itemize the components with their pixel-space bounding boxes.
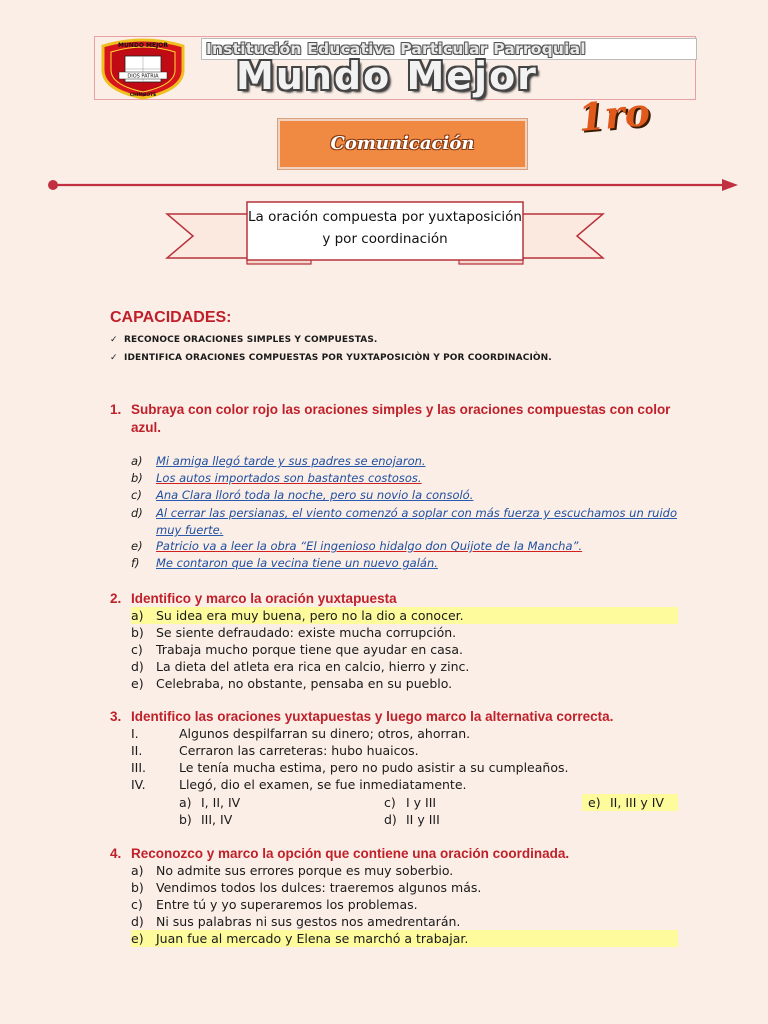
q1-item-f: f) Me contaron que la vecina tiene un nuevo galán.	[131, 556, 438, 570]
grade-label: 1ro	[576, 88, 652, 141]
q3-statement-3: III. Le tenía mucha estima, pero no pudo asistir a su cumpleaños.	[131, 760, 569, 775]
q4-option-e[interactable]: e) Juan fue al mercado y Elena se marchó a trabajar.	[131, 930, 678, 947]
school-name: Mundo Mejor	[236, 54, 538, 98]
topic-title: La oración compuesta por yuxtaposición y por coordinación	[248, 209, 522, 247]
logo-motto: DIOS PATRIA	[127, 73, 159, 80]
capacidad-item: ✓ RECONOCE ORACIONES SIMPLES Y COMPUESTAS.	[110, 335, 378, 345]
q2-option-a[interactable]: a) Su idea era muy buena, pero no la dio a conocer.	[131, 607, 678, 624]
q4-option-c[interactable]: c) Entre tú y yo superaremos los problemas.	[131, 897, 418, 912]
school-crest-icon	[97, 36, 189, 100]
capacidades-title: CAPACIDADES:	[110, 309, 232, 326]
q1-item-d: d) Al cerrar las persianas, el viento comenzó a soplar con más fuerza y escuchamos un ruido muy fuerte.	[131, 506, 677, 537]
subject-title: Comunicación	[330, 133, 475, 154]
q1-item-c: c) Ana Clara lloró toda la noche, pero su novio la consoló.	[131, 488, 474, 502]
q3-alternative-e[interactable]: e) II, III y IV	[582, 794, 678, 811]
q2-option-e[interactable]: e) Celebraba, no obstante, pensaba en su pueblo.	[131, 676, 453, 691]
question-2-title: 2. Identifico y marco la oración yuxtapuesta	[110, 591, 397, 606]
question-1-title: 1. Subraya con color rojo las oraciones simples y las oraciones compuestas con color azul.	[110, 402, 671, 435]
logo-city: CHIMBOTE	[129, 93, 157, 98]
check-icon: ✓	[110, 353, 118, 363]
q3-statement-1: I. Algunos despilfarran su dinero; otros, ahorran.	[131, 726, 471, 741]
question-4-title: 4. Reconozco y marco la opción que contiene una oración coordinada.	[110, 846, 570, 861]
q2-option-b[interactable]: b) Se siente defraudado: existe mucha corrupción.	[131, 625, 457, 640]
q3-statement-4: IV. Llegó, dio el examen, se fue inmediatamente.	[131, 777, 467, 792]
q2-option-d[interactable]: d) La dieta del atleta era rica en calcio, hierro y zinc.	[131, 659, 470, 674]
q3-alternative-a[interactable]: a) I, II, IV	[179, 795, 241, 810]
arrow-right-icon	[46, 176, 740, 194]
question-3-title: 3. Identifico las oraciones yuxtapuestas y luego marco la alternativa correcta.	[110, 709, 614, 724]
capacidad-item: ✓ IDENTIFICA ORACIONES COMPUESTAS POR YUXTAPOSICIÒN Y POR COORDINACIÒN.	[110, 353, 552, 363]
logo-name: MUNDO MEJOR	[117, 42, 169, 49]
q4-option-d[interactable]: d) Ni sus palabras ni sus gestos nos amedrentarán.	[131, 914, 461, 929]
q3-alternative-c[interactable]: c) I y III	[384, 795, 437, 810]
check-icon: ✓	[110, 335, 118, 345]
q3-statement-2: II. Cerraron las carreteras: hubo huaicos.	[131, 743, 419, 758]
q3-alternative-d[interactable]: d) II y III	[384, 812, 440, 827]
q2-option-c[interactable]: c) Trabaja mucho porque tiene que ayudar en casa.	[131, 642, 463, 657]
institution-name: Institución Educativa Particular Parroquial	[201, 38, 697, 60]
q1-item-e: e) Patricio va a leer la obra “El ingenioso hidalgo don Quijote de la Mancha”.	[131, 539, 583, 553]
q1-item-a: a) Mi amiga llegó tarde y sus padres se enojaron.	[131, 454, 426, 468]
q1-item-b: b) Los autos importados son bastantes costosos.	[131, 471, 422, 485]
q4-option-a[interactable]: a) No admite sus errores porque es muy soberbio.	[131, 863, 454, 878]
q4-option-b[interactable]: b) Vendimos todos los dulces: traeremos algunos más.	[131, 880, 482, 895]
q3-alternative-b[interactable]: b) III, IV	[179, 812, 233, 827]
subject-box	[278, 119, 527, 169]
